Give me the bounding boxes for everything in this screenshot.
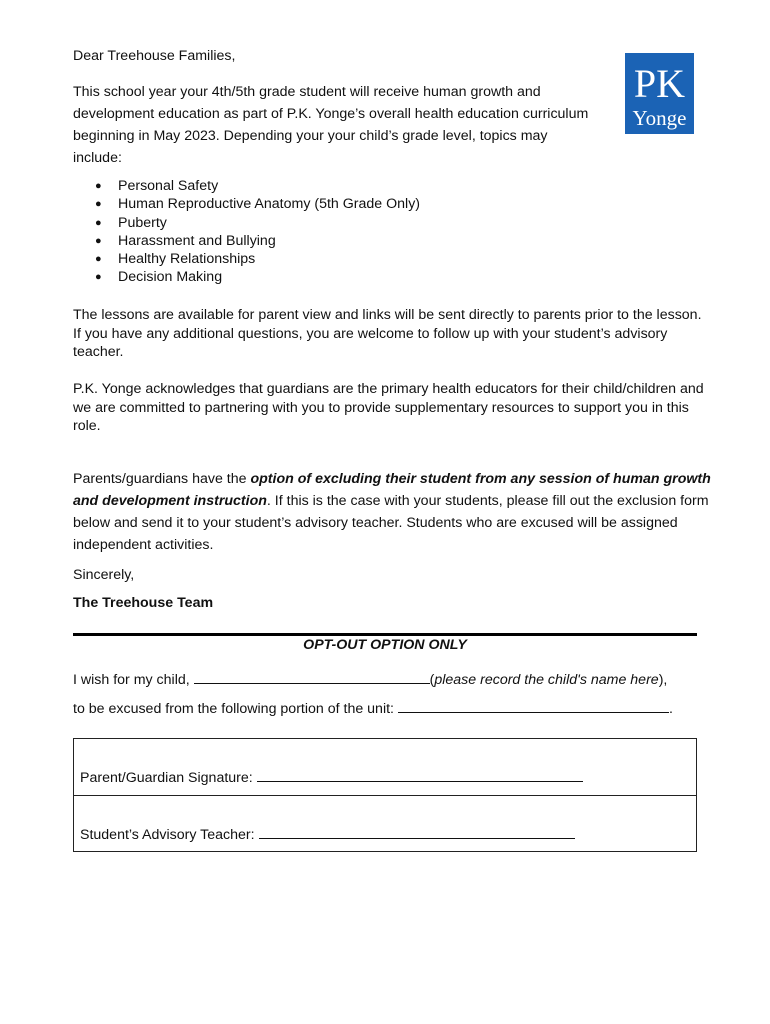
- period: .: [668, 701, 673, 717]
- parent-signature-label: Parent/Guardian Signature:: [80, 770, 257, 786]
- parent-signature-label-line: [80, 767, 583, 786]
- parent-signature-field[interactable]: [257, 767, 583, 782]
- topic-list: [95, 177, 420, 287]
- logo-mark: [625, 53, 694, 134]
- pk-yonge-logo: [625, 53, 694, 134]
- list-item: ● Personal Safety: [95, 177, 420, 195]
- paren-open: (: [429, 672, 435, 688]
- logo-wordmark: Yonge: [632, 106, 687, 130]
- excused-label: to be excused from the following portion of the unit:: [73, 701, 398, 717]
- advisory-teacher-field[interactable]: [259, 824, 575, 839]
- guardians-paragraph: P.K. Yonge acknowledges that guardians are the primary health educators for their child/children and we are committed to partnering with you to provide supplementary resources to support you in this role.: [73, 381, 704, 434]
- signature-team: The Treehouse Team: [73, 595, 214, 611]
- excused-portion-line: [73, 698, 673, 717]
- paren-close: ),: [658, 672, 668, 688]
- logo-initials: PK: [633, 61, 686, 106]
- greeting: Dear Treehouse Families,: [73, 48, 236, 64]
- child-name-hint: please record the child's name here: [434, 672, 659, 688]
- parent-signature-row: [74, 739, 696, 795]
- option-rest: . If this is the case with your students, please fill out the exclusion form below and send it to your student’s advisory teacher. Students who are excused will be assigned independent activities.: [73, 493, 709, 553]
- advisory-teacher-label: Student’s Advisory Teacher:: [80, 827, 259, 843]
- option-intro: Parents/guardians have the: [73, 471, 251, 487]
- list-item: ● Decision Making: [95, 268, 420, 286]
- option-emphasis: option of excluding their student from any session of human growth and development instruction: [73, 471, 711, 509]
- advisory-teacher-label-line: [80, 824, 575, 843]
- excused-portion-field[interactable]: [398, 698, 669, 713]
- child-name-line: [73, 669, 667, 688]
- lessons-paragraph: The lessons are available for parent view and links will be sent directly to parents prior to the lesson. If you have any additional questions, you are welcome to follow up with your student’s advisory teacher.: [73, 307, 702, 360]
- divider: [73, 633, 697, 636]
- intro-paragraph: This school year your 4th/5th grade student will receive human growth and development education as part of P.K. Yonge’s overall health education curriculum beginning in May 2023. Depending your your child’s grade level, topics may include:: [73, 84, 589, 166]
- list-item: ● Healthy Relationships: [95, 250, 420, 268]
- opt-out-heading: OPT-OUT OPTION ONLY: [303, 637, 467, 653]
- list-item: ● Puberty: [95, 214, 420, 232]
- advisory-teacher-row: [74, 795, 696, 852]
- list-item: ● Harassment and Bullying: [95, 232, 420, 250]
- signature-table: [73, 738, 697, 852]
- child-name-field[interactable]: [194, 669, 430, 684]
- option-paragraph: [73, 468, 713, 556]
- closing: Sincerely,: [73, 567, 135, 583]
- list-item: ● Human Reproductive Anatomy (5th Grade Only): [95, 195, 420, 213]
- wish-prefix: I wish for my child,: [73, 672, 194, 688]
